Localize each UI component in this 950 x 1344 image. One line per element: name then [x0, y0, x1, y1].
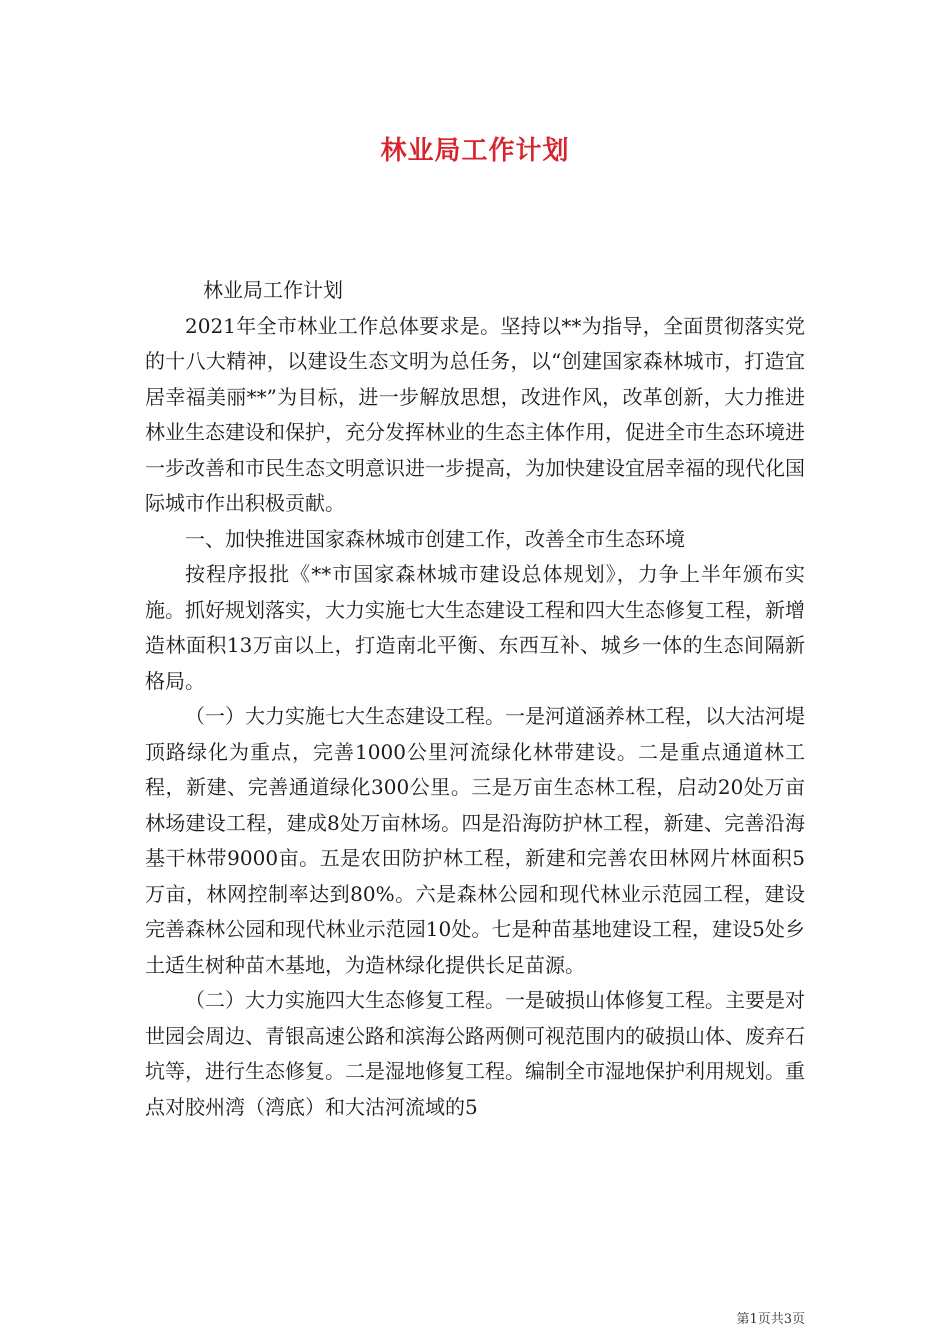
paragraph-seven-projects: （一）大力实施七大生态建设工程。一是河道涵养林工程，以大沽河堤顶路绿化为重点，完善1000公里河流绿化林带建设。二是重点通道林工程，新建、完善通道绿化300公里。三是万亩生态林工程，启动20处万亩林场建设工程，建成8处万亩林场。四是沿海防护林工程，新建、完善沿海基干林带9000亩。五是农田防护林工程，新建和完善农田林网片林面积5万亩，林网控制率达到80%。六是森林公园和现代林业示范园工程，建设完善森林公园和现代林业示范园10处。七是种苗基地建设工程，建设5处乡土适生树种苗木基地，为造林绿化提供长足苗源。 — [145, 704, 805, 977]
document-subtitle: 林业局工作计划 — [203, 278, 343, 302]
page-number: 第1页共3页 — [736, 1312, 805, 1327]
paragraph-four-projects: （二）大力实施四大生态修复工程。一是破损山体修复工程。主要是对世园会周边、青银高速公路和滨海公路两侧可视范围内的破损山体、废弃石坑等，进行生态修复。二是湿地修复工程。编制全市湿地保护利用规划。重点对胶州湾（湾底）和大沽河流域的5 — [145, 988, 805, 1119]
paragraph-intro: 2021年全市林业工作总体要求是。坚持以**为指导，全面贯彻落实党的十八大精神，以建设生态文明为总任务，以“创建国家森林城市，打造宜居幸福美丽**”为目标，进一步解放思想，改进作风，改革创新，大力推进林业生态建设和保护，充分发挥林业的生态主体作用，促进全市生态环境进一步改善和市民生态文明意识进一步提高，为加快建设宜居幸福的现代化国际城市作出积极贡献。 — [145, 313, 805, 515]
document-body — [145, 273, 805, 1125]
document-title: 林业局工作计划 — [380, 136, 570, 166]
section-heading-1: 一、加快推进国家森林城市创建工作，改善全市生态环境 — [185, 526, 685, 551]
paragraph-planning: 按程序报批《**市国家森林城市建设总体规划》，力争上半年颁布实施。抓好规划落实，大力实施七大生态建设工程和四大生态修复工程，新增造林面积13万亩以上，打造南北平衡、东西互补、城乡一体的生态间隔新格局。 — [145, 562, 805, 693]
